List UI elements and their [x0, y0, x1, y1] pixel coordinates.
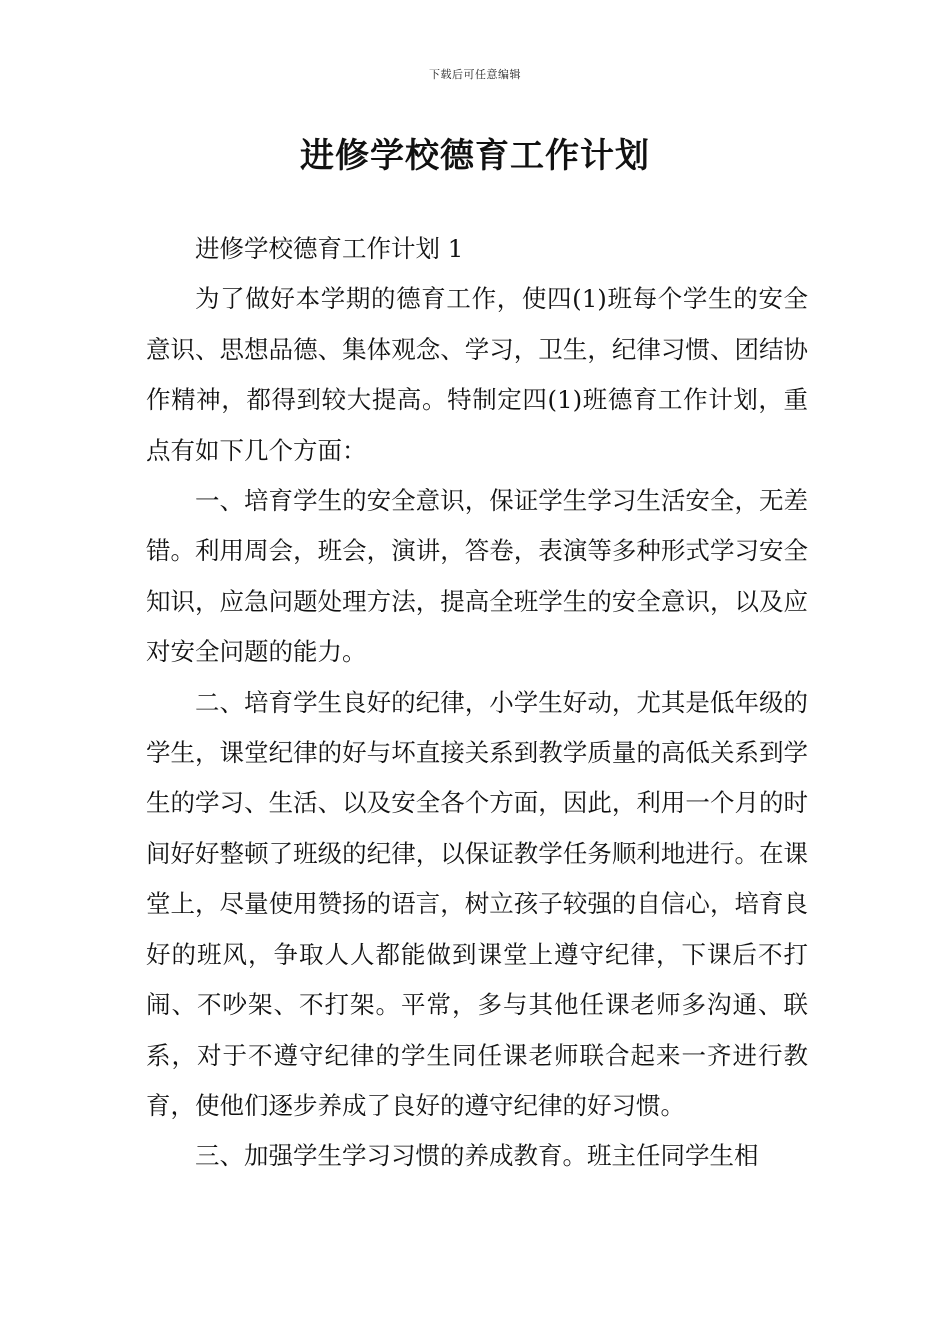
paragraph-intro: 为了做好本学期的德育工作，使四(1)班每个学生的安全意识、思想品德、集体观念、学习，卫生，纪律习惯、团结协作精神，都得到较大提高。特制定四(1)班德育工作计划，重点有如下几个方面：: [146, 284, 808, 465]
header-note: 下载后可任意编辑: [429, 68, 521, 81]
document-body: [146, 224, 808, 1182]
section-heading: 进修学校德育工作计划 1: [195, 234, 464, 263]
paragraph-discipline: 二、培育学生良好的纪律，小学生好动，尤其是低年级的学生，课堂纪律的好与坏直接关系到教学质量的高低关系到学生的学习、生活、以及安全各个方面，因此，利用一个月的时间好好整顿了班级的纪律，以保证教学任务顺利地进行。在课堂上，尽量使用赞扬的语言，树立孩子较强的自信心，培育良好的班风，争取人人都能做到课堂上遵守纪律，下课后不打闹、不吵架、不打架。平常，多与其他任课老师多沟通、联系，对于不遵守纪律的学生同任课老师联合起来一齐进行教育，使他们逐步养成了良好的遵守纪律的好习惯。: [146, 687, 808, 1120]
paragraph-safety: 一、培育学生的安全意识，保证学生学习生活安全，无差错。利用周会，班会，演讲，答卷，表演等多种形式学习安全知识，应急问题处理方法，提高全班学生的安全意识，以及应对安全问题的能力。: [146, 486, 808, 667]
document-title: 进修学校德育工作计划: [300, 136, 650, 176]
paragraph-study-habits: 三、加强学生学习习惯的养成教育。班主任同学生相: [195, 1141, 759, 1171]
